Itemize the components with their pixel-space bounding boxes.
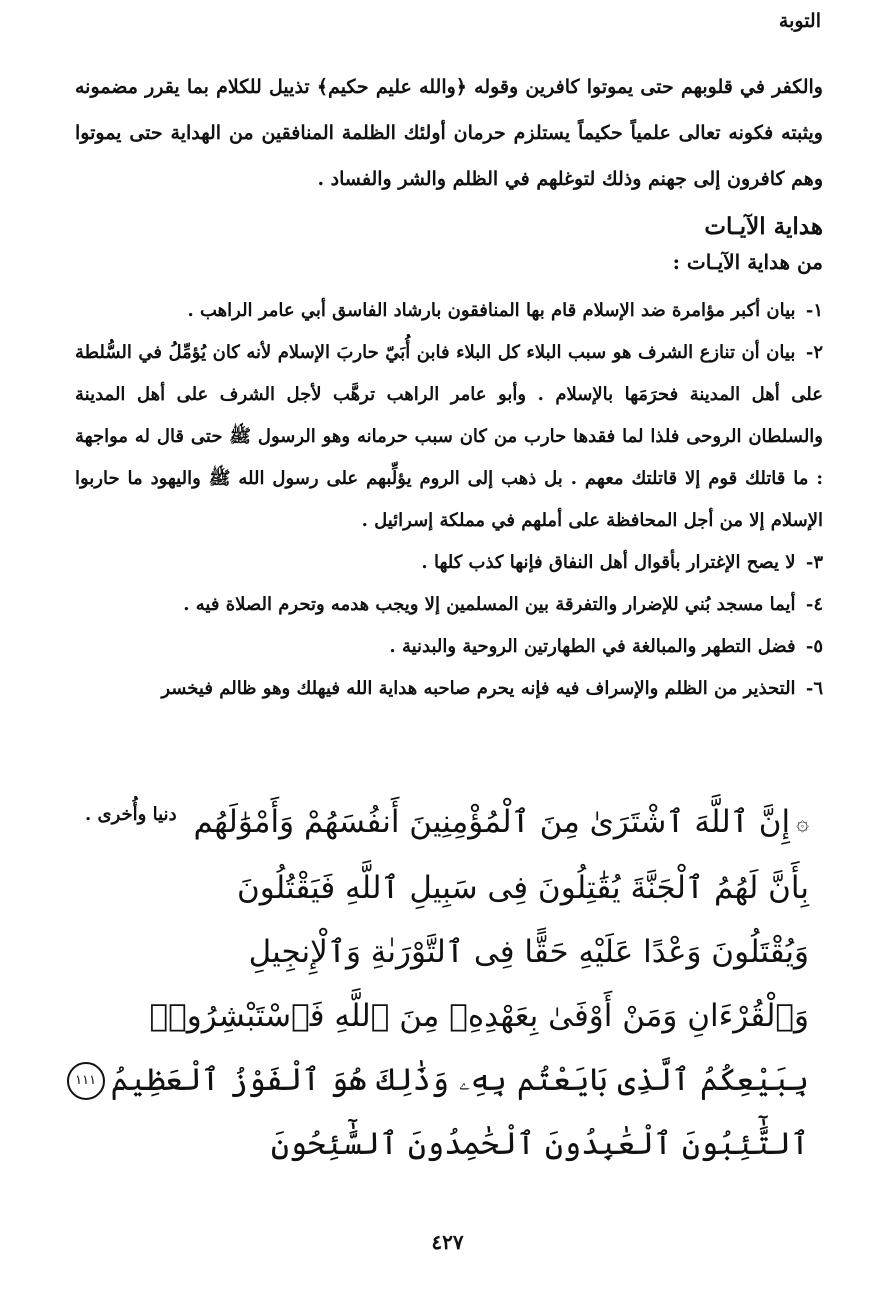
lesson-item bbox=[75, 668, 823, 710]
commentary-paragraph: والكفر في قلوبهم حتى يموتوا كافرين وقوله ﴿والله عليم حكيم﴾ تذييل للكلام بما يقرر مضمونه ويثبته فكونه تعالى علمياً حكيماً يستلزم حرمان أولئك الظلمة المنافقين من الهداية حتى يموتوا وهم كافرون إلى جهنم وذلك لتوغلهم في الظلم والشر والفساد . bbox=[75, 76, 823, 190]
lesson-number: ١- bbox=[805, 300, 823, 321]
lesson-number: ٥- bbox=[805, 636, 823, 657]
lesson-text: فضل التطهر والمبالغة في الطهارتين الروحية والبدنية . bbox=[389, 636, 796, 657]
lesson-text: التحذير من الظلم والإسراف فيه فإنه يحرم صاحبه هداية الله فيهلك وهو ظالم فيخسر bbox=[161, 678, 796, 699]
quran-line bbox=[75, 1048, 809, 1112]
running-head: التوبة bbox=[778, 10, 821, 32]
lesson-number: ٣- bbox=[805, 552, 823, 573]
lesson-text: بيان أن تنازع الشرف هو سبب البلاء كل البلاء فابن أُبَيّ حاربَ الإسلام لأنه كان يُؤمِّلُ في السُّلطة على أهل المدينة فحرَمَها بالإسلام . وأبو عامر الراهب ترهَّب لأجل الشرف على أهل المدينة والسلطان الروحى فلذا لما فقدها حارب من كان سبب حرمانه وهو الرسول ﷺ حتى قال له مواجهة : ما قاتلك قوم إلا قاتلتك معهم . بل ذهب إلى الروم يؤلِّبهم على رسول الله ﷺ واليهود ما حاربوا الإسلام إلا من أجل المحافظة على أملهم في مملكة إسرائيل . bbox=[75, 342, 823, 531]
lesson-item bbox=[75, 584, 823, 626]
lesson-text: لا يصح الإغترار بأقوال أهل النفاق فإنها كذب كلها . bbox=[421, 552, 796, 573]
lesson-item bbox=[75, 332, 823, 542]
lesson-number: ٢- bbox=[805, 342, 823, 363]
lesson-item bbox=[75, 542, 823, 584]
lesson-continuation: دنيا وأُخرى . bbox=[85, 804, 177, 825]
quran-line-text: إِنَّ ٱللَّهَ ٱشْتَرَىٰ مِنَ ٱلْمُؤْمِنِينَ أَنفُسَهُمْ وَأَمْوَٰلَهُم bbox=[193, 804, 791, 840]
lesson-item bbox=[75, 626, 823, 668]
page-number: ٤٢٧ bbox=[431, 1230, 464, 1254]
ayah-number-marker: ١١١ bbox=[67, 1062, 105, 1100]
quran-line: بِأَنَّ لَهُمُ ٱلْجَنَّةَ يُقَٰتِلُونَ فِى سَبِيلِ ٱللَّهِ فَيَقْتُلُونَ bbox=[236, 869, 809, 906]
quran-line bbox=[189, 790, 809, 856]
lesson-item bbox=[75, 290, 823, 332]
lesson-text: بيان أكبر مؤامرة ضد الإسلام قام بها المنافقون بارشاد الفاسق أبي عامر الراهب . bbox=[187, 300, 796, 321]
lesson-number: ٤- bbox=[805, 594, 823, 615]
quran-line-text: بِبَيْعِكُمُ ٱلَّذِى بَايَعْتُم بِهِۦ وَذَٰلِكَ هُوَ ٱلْفَوْزُ ٱلْعَظِيمُ bbox=[110, 1061, 809, 1098]
section-subheading: من هداية الآيـات : bbox=[672, 250, 823, 274]
commentary-text bbox=[75, 64, 823, 202]
section-heading: هداية الآيـات bbox=[704, 213, 823, 240]
lesson-text: أيما مسجد بُني للإضرار والتفرقة بين المسلمين إلا ويجب هدمه وتحرم الصلاة فيه . bbox=[183, 594, 796, 615]
lessons-list bbox=[75, 290, 823, 710]
lesson-number: ٦- bbox=[805, 678, 823, 699]
quran-line: ٱلتَّٰٓئِبُونَ ٱلْعَٰبِدُونَ ٱلْحَٰمِدُونَ ٱلسَّٰٓئِحُونَ bbox=[270, 1125, 809, 1162]
hizb-ornament-icon: ۞ bbox=[796, 810, 809, 836]
quran-line: وَٱلْقُرْءَانِ وَمَنْ أَوْفَىٰ بِعَهْدِهِۦ مِنَ ٱللَّهِ فَٱسْتَبْشِرُوا۟ bbox=[149, 997, 809, 1034]
quran-line: وَيُقْتَلُونَ وَعْدًا عَلَيْهِ حَقًّا فِى ٱلتَّوْرَىٰةِ وَٱلْإِنجِيلِ bbox=[248, 933, 809, 970]
